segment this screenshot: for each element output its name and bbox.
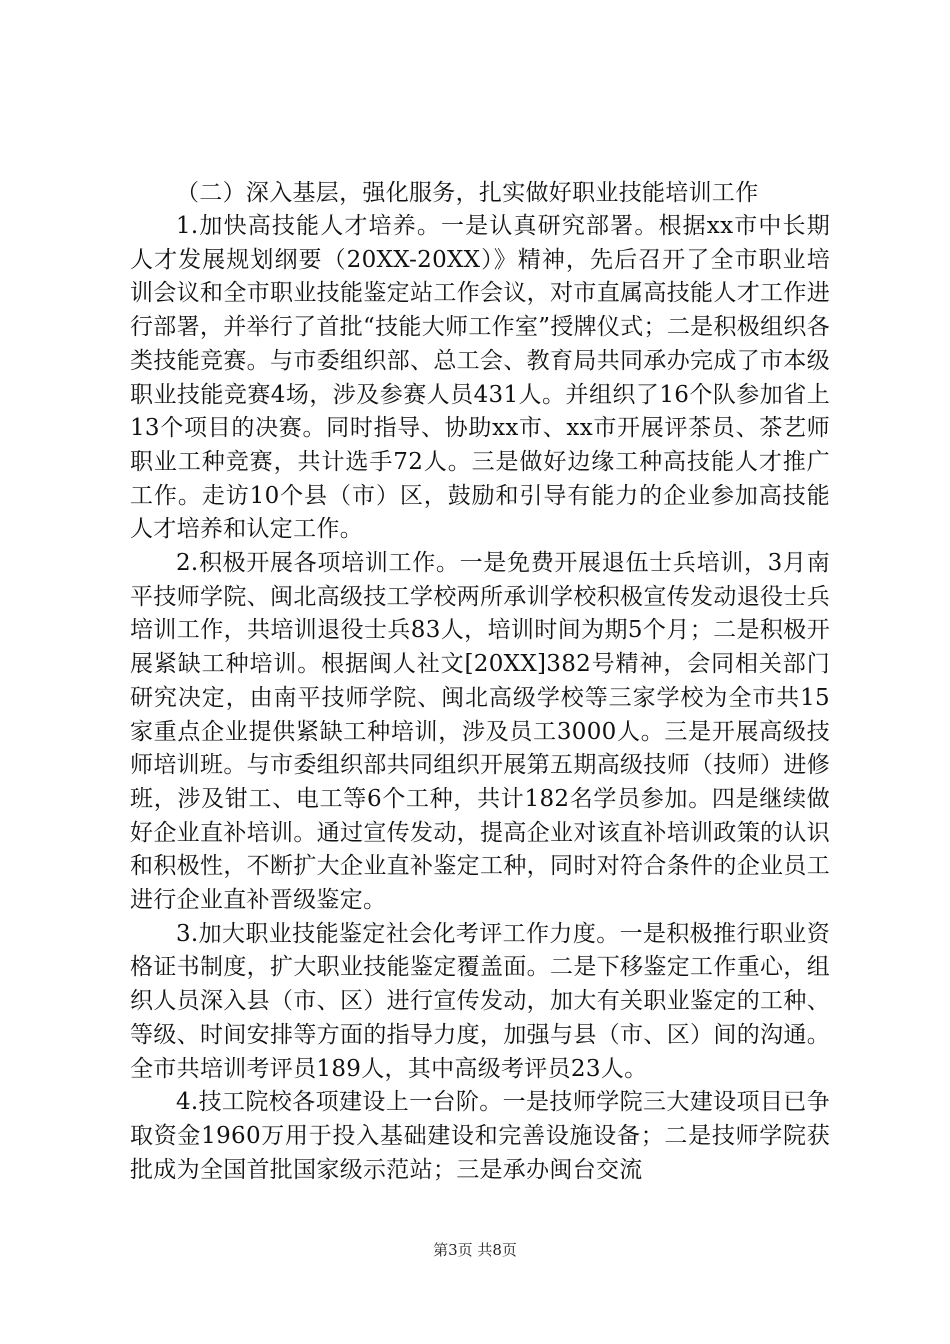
section-heading: （二）深入基层，强化服务，扎实做好职业技能培训工作 [176,180,759,206]
paragraph-4: 4.技工院校各项建设上一台阶。一是技师学院三大建设项目已争取资金1960万用于投入基础建设和完善设施设备；二是技师学院获批成为全国首批国家级示范站；三是承办闽台交流 [130,1089,830,1183]
page-number-footer: 第3页 共8页 [433,1241,517,1259]
document-body [130,176,830,1187]
paragraph-2: 2.积极开展各项培训工作。一是免费开展退伍士兵培训，3月南平技师学院、闽北高级技工学校两所承训学校积极宣传发动退役士兵培训工作，共培训退役士兵83人，培训时间为期5个月；二是积极开展紧缺工种培训。根据闽人社文[20XX]382号精神，会同相关部门研究决定，由南平技师学院、闽北高级学校等三家学校为全市共15家重点企业提供紧缺工种培训，涉及员工3000人。三是开展高级技师培训班。与市委组织部共同组织开展第五期高级技师（技师）进修班，涉及钳工、电工等6个工种，共计182名学员参加。四是继续做好企业直补培训。通过宣传发动，提高企业对该直补培训政策的认识和积极性，不断扩大企业直补鉴定工种，同时对符合条件的企业员工进行企业直补晋级鉴定。 [130,550,830,914]
paragraph-3: 3.加大职业技能鉴定社会化考评工作力度。一是积极推行职业资格证书制度，扩大职业技能鉴定覆盖面。二是下移鉴定工作重心，组织人员深入县（市、区）进行宣传发动，加大有关职业鉴定的工种、等级、时间安排等方面的指导力度，加强与县（市、区）间的沟通。全市共培训考评员189人，其中高级考评员23人。 [130,920,830,1082]
paragraph-1: 1.加快高技能人才培养。一是认真研究部署。根据xx市中长期人才发展规划纲要（20XX-20XX）》精神，先后召开了全市职业培训会议和全市职业技能鉴定站工作会议，对市直属高技能人才工作进行部署，并举行了首批“技能大师工作室”授牌仪式；二是积极组织各类技能竞赛。与市委组织部、总工会、教育局共同承办完成了市本级职业技能竞赛4场，涉及参赛人员431人。并组织了16个队参加省上13个项目的决赛。同时指导、协助xx市、xx市开展评茶员、茶艺师职业工种竞赛，共计选手72人。三是做好边缘工种高技能人才推广工作。走访10个县（市）区，鼓励和引导有能力的企业参加高技能人才培养和认定工作。 [130,213,830,543]
